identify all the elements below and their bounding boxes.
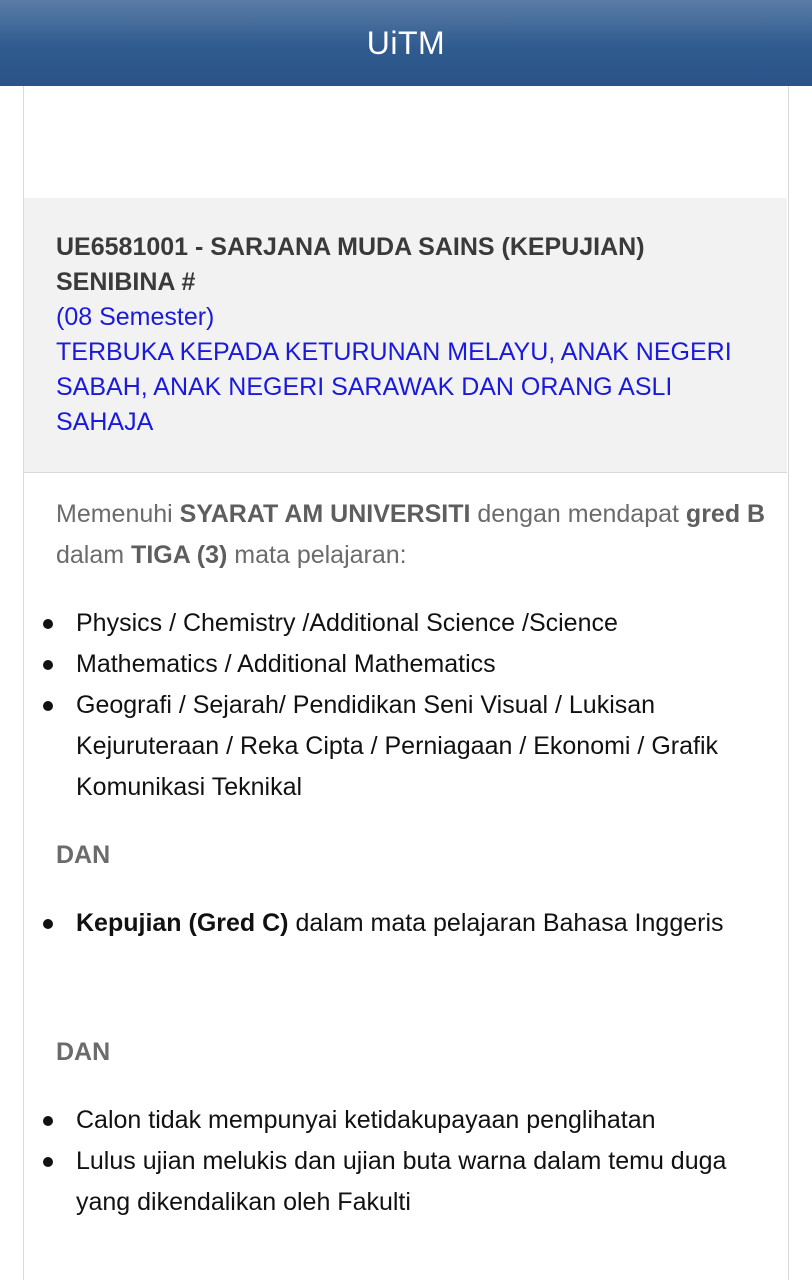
course-duration: (08 Semester) [56,303,215,331]
course-title: UE6581001 - SARJANA MUDA SAINS (KEPUJIAN) SENIBINA # [56,233,645,296]
list-item [24,644,787,685]
list-item-text: Mathematics / Additional Mathematics [76,650,496,678]
additional-requirement-list [24,1100,787,1223]
list-item-text: Calon tidak mempunyai ketidakupayaan penglihatan [76,1106,656,1134]
bullet-icon [43,1116,53,1126]
intro-text-1: Memenuhi [56,500,180,528]
intro-text-3: dalam [56,541,132,569]
list-item [24,1141,787,1223]
app-title: UiTM [366,24,446,61]
list-item [24,685,787,808]
course-header [24,198,787,473]
intro-text-2: dengan mendapat [470,500,686,528]
course-eligibility-note: TERBUKA KEPADA KETURUNAN MELAYU, ANAK NEGERI SABAH, ANAK NEGERI SARAWAK DAN ORANG ASLI SAHAJA [56,338,732,436]
subject-list [24,603,787,808]
list-item-text: dalam mata pelajaran Bahasa Inggeris [288,909,724,937]
intro-bold-3: TIGA (3) [131,541,228,569]
requirements-body [24,494,787,1223]
requirements-intro [56,494,787,576]
bullet-icon [43,919,53,929]
bullet-icon [43,619,53,629]
list-item-text: Physics / Chemistry /Additional Science /Science [76,609,618,637]
dan-separator: DAN [56,841,111,869]
intro-bold-2: gred B [685,500,766,528]
bullet-icon [43,701,53,711]
list-item [24,903,787,944]
english-requirement-list [24,903,787,944]
list-item-text: Lulus ujian melukis dan ujian buta warna dalam temu duga yang dikendalikan oleh Fakulti [76,1147,727,1216]
intro-text-4: mata pelajaran: [227,541,407,569]
list-item [24,1100,787,1141]
requirements-card [23,86,789,1280]
list-item-bold: Kepujian (Gred C) [76,909,289,937]
bullet-icon [43,660,53,670]
bullet-icon [43,1157,53,1167]
list-item [24,603,787,644]
dan-separator: DAN [56,1038,111,1066]
list-item-text: Geografi / Sejarah/ Pendidikan Seni Visual / Lukisan Kejuruteraan / Reka Cipta / Perniagaan / Ekonomi / Grafik Komunikasi Teknikal [76,691,718,801]
app-header [0,0,812,86]
intro-bold-1: SYARAT AM UNIVERSITI [179,500,471,528]
